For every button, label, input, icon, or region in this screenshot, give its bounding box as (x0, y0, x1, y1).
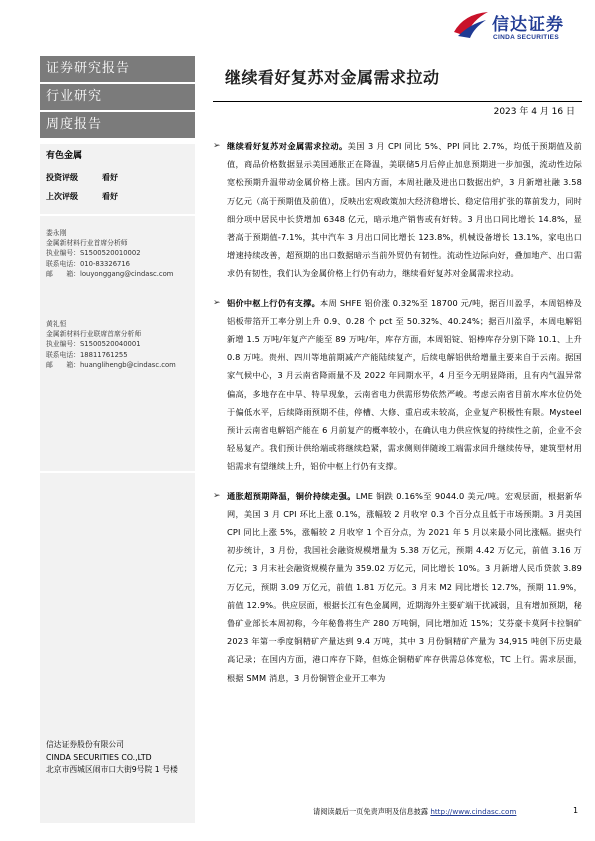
company-block (40, 473, 195, 823)
paragraph-body: 本周 SHFE 铝价涨 0.32%至 18700 元/吨，据百川盈孚，本周铝棒及铝板带箔开工率分别上升 0.9、0.28 个 pct 至 50.32%、40.24%；据百川盈孚，本周电解铝新增 1.5 万吨/年复产产能至 89 万吨/年，库存方面，本周铝锭、铝棒库存分别下降 10.1、上升 0.8 万吨。贵州、四川等地前期减产产能陆续复产，后续电解铝供给增量主要来自于云南。据国家气候中心，3 月云南省降雨量不及 2022 年同期水平，4 月至今无明显降雨，且有内气温异常偏高，多地存在中旱、特旱现象，云南省电力供需形势依然严峻。考虑云南省目前水库水位仍处于偏低水平，后续降雨预期不佳，停槽、大修、重启或未较高，企业复产积极性有限。Mysteel 预计云南省电解铝产能在 6 月前复产的概率较小，在确认电力供应恢复的持续性之前，企业不会轻易复产。我们预计供给端或将继续趋紧，需求侧则伴随竣工端需求回升继续传导，建筑型材用铝需求有望继续上升，铝价中枢上行仍有支撑。 (227, 297, 582, 472)
page-footer (313, 807, 516, 817)
paragraph-text (227, 137, 582, 283)
website-link[interactable]: http://www.cindasc.com (430, 807, 517, 816)
analyst-name: 黄礼恒 (46, 320, 67, 329)
paragraph-body: LME 铜跌 0.16%至 9044.0 美元/吨。宏观层面，根据新华网，美国 3 月 CPI 环比上涨 0.1%，涨幅较 2 月收窄 0.3 个百分点且低于市场预期。3 月美国 CPI 同比上涨 5%，涨幅较 2 月收窄 1 个百分点，为 2021 年 5 月以来最小同比涨幅。据央行初步统计，3 月份，我国社会融资规模增量为 5.38 万亿元，预期 4.42 万亿元，前值 3.16 万亿元；3 月末社会融资规模存量为 359.02 万亿元，同比增长 10%。3 月新增人民币贷款 3.89 万亿元，预期 3.09 万亿元，前值 1.81 万亿元。3 月末 M2 同比增长 12.7%，预期 11.9%，前值 12.9%。供应层面，根据长江有色金属网，近期海外主要矿端干扰减弱，且有增加预期，秘鲁矿业部长本周初称，今年秘鲁将生产 280 万吨铜，同比增加近 15%；艾芬豪卡莫阿卡拉铜矿 2023 年第一季度铜精矿产量达到 9.4 万吨，其中 3 月份铜精矿产量为 34,915 吨创下历史最高记录；在国内方面，港口库存下降，但炼企铜精矿库存供需总体宽松，TC 上行。需求层面，根据 SMM 消息，3 月份铜管企业开工率为 (227, 490, 582, 683)
rating-block (40, 144, 195, 214)
rating-label: 投资评级 (46, 173, 78, 182)
analyst-cert: 执业编号：S1500520040001 (46, 340, 141, 349)
analyst-phone: 联系电话：18811761255 (46, 350, 128, 359)
analyst-name: 娄永刚 (46, 229, 67, 237)
prev-rating-row (40, 187, 195, 206)
report-type-header: 证券研究报告 (40, 56, 195, 82)
rating-value: 看好 (102, 173, 118, 182)
analyst-phone: 联系电话：010-83326716 (46, 259, 131, 268)
sector-name: 有色金属 (46, 151, 83, 161)
report-title: 继续看好复苏对金属需求拉动 (225, 68, 440, 87)
paragraph-lead: 继续看好复苏对金属需求拉动。 (227, 141, 348, 151)
analysts-block (40, 216, 195, 471)
paragraph-text (227, 487, 582, 687)
paragraph-lead: 铝价中枢上行仍有支撑。 (227, 297, 321, 308)
report-category-header: 行业研究 (40, 84, 195, 110)
logo-name: 信达证券 (492, 15, 564, 35)
bullet-paragraph (213, 487, 582, 687)
analyst-title: 金属新材料行业联席首席分析师 (46, 330, 142, 339)
paragraph-text (227, 294, 582, 476)
report-date: 2023 年 4 月 16 日 (493, 107, 575, 117)
paragraph-body: 美国 3 月 CPI 同比 5%、PPI 同比 2.7%，均低于预期值及前值，商品价格数据显示美国通胀正在降温，美联储5月后停止加息预期进一步加强，流动性边际宽松预期升温带动金属价格上涨。国内方面，本周社融及进出口数据出炉，3 月新增社融 3.58 万亿元（高于预期值及前值），反映出宏观政策加大经济稳增长、稳定信用扩张的靠前发力，同时细分项中居民中长贷增加 6348 亿元，暗示地产销售或有好转。3 月出口同比增长 14.8%，显著高于预期值-7.1%，其中汽车 3 月出口同比增长 123.8%，机械设备增长 13.1%，家电出口增速持续改善，超预期的出口数据暗示当前外贸仍有韧性。流动性边际向好，叠加地产、出口需求仍有韧性，我们认为金属价格上行仍有动力，继续看好复苏对金属需求拉动。 (227, 141, 583, 279)
paragraph-lead: 通胀超预期降温，铜价持续走强。 (227, 490, 356, 501)
bullet-paragraph (213, 294, 582, 476)
logo-swoosh-icon (452, 10, 490, 40)
company-name: 信达证券股份有限公司 (46, 740, 124, 749)
analyst-email[interactable]: 邮 箱：louyonggang@cindasc.com (46, 269, 174, 278)
arrow-bullet-icon: ➢ (213, 490, 221, 501)
report-frequency-header: 周度报告 (40, 112, 195, 138)
logo-english: CINDA SECURITIES (493, 34, 559, 41)
arrow-bullet-icon: ➢ (213, 141, 221, 151)
rating-row (40, 168, 195, 187)
prev-rating-label: 上次评级 (46, 192, 78, 201)
analyst-cert: 执业编号：S1500520010002 (46, 249, 141, 258)
analyst-card (40, 319, 195, 370)
company-info (46, 739, 194, 777)
page-number: 1 (573, 806, 579, 815)
title-bar (213, 56, 582, 102)
bullet-paragraph (213, 137, 582, 283)
analyst-title: 金属新材料行业首席分析师 (46, 239, 128, 248)
company-name-en: CINDA SECURITIES CO.,LTD (46, 752, 152, 762)
cinda-logo (452, 6, 582, 54)
sidebar (40, 56, 195, 821)
arrow-bullet-icon: ➢ (213, 297, 221, 308)
prev-rating-value: 看好 (102, 192, 118, 201)
report-body (213, 137, 582, 698)
analyst-email[interactable]: 邮 箱：huanglihengb@cindasc.com (46, 360, 176, 369)
company-address: 北京市西城区闹市口大街9号院 1 号楼 (46, 765, 178, 774)
disclaimer-text: 请阅读最后一页免责声明及信息披露 (313, 807, 429, 816)
analyst-card (40, 228, 195, 279)
